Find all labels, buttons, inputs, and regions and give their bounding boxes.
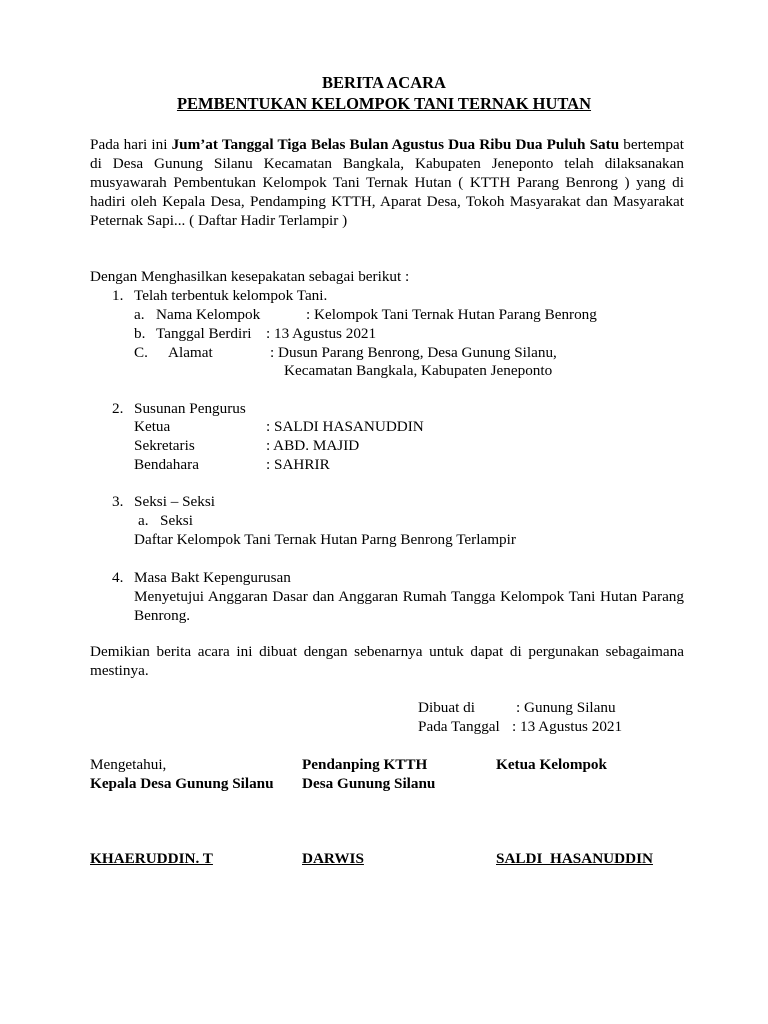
closing-paragraph: Demikian berita acara ini dibuat dengan sebenarnya untuk dapat di pergunakan sebagaimana mestinya. (90, 643, 684, 679)
item1-a-letter: a. (134, 306, 145, 323)
item3-a-text: Seksi (160, 512, 193, 529)
item1-number: 1. (112, 287, 124, 304)
item3-number: 3. (112, 493, 124, 510)
intro-pre: Pada hari ini (90, 136, 172, 153)
item3-note: Daftar Kelompok Tani Ternak Hutan Parng Benrong Terlampir (134, 531, 516, 548)
ketua-value: : SALDI HASANUDDIN (266, 418, 424, 435)
document-title: BERITA ACARA (322, 73, 446, 92)
item2-text: Susunan Pengurus (134, 400, 246, 417)
item1-a-label: Nama Kelompok (156, 306, 261, 323)
item1-b-value: : 13 Agustus 2021 (266, 325, 377, 342)
item1-c-letter: C. (134, 344, 148, 361)
place-value: : Gunung Silanu (516, 699, 616, 716)
item2-number: 2. (112, 400, 124, 417)
sekretaris-value: : ABD. MAJID (266, 437, 360, 454)
item4-text: Masa Bakt Kepengurusan (134, 569, 291, 586)
sign2-top: Pendanping KTTH (302, 756, 428, 773)
sign1-top: Mengetahui, (90, 756, 167, 773)
item1-c-value: : Dusun Parang Benrong, Desa Gunung Silanu, (270, 344, 557, 361)
sekretaris-label: Sekretaris (134, 437, 195, 454)
intro-date: Jum’at Tanggal Tiga Belas Bulan Agustus Dua Ribu Dua Puluh Satu (171, 136, 620, 153)
sign2-name: DARWIS (302, 850, 364, 867)
sign3-top: Ketua Kelompok (496, 756, 607, 773)
sign2-role: Desa Gunung Silanu (302, 775, 436, 792)
place-label: Dibuat di (418, 699, 475, 716)
item1-text: Telah terbentuk kelompok Tani. (134, 287, 328, 304)
sign1-name: KHAERUDDIN. T (90, 850, 213, 867)
item4-number: 4. (112, 569, 124, 586)
sign3-name: SALDI HASANUDDIN (496, 850, 653, 867)
intro-paragraph (90, 135, 684, 230)
item1-b-letter: b. (134, 325, 146, 342)
agreement-intro: Dengan Menghasilkan kesepakatan sebagai berikut : (90, 268, 410, 285)
intro-post: bertempat di Desa Gunung Silanu Kecamatan Bangkala, Kabupaten Jeneponto telah dilaksanakan musyawarah Pembentukan Kelompok Tani Ternak Hutan ( KTTH Parang Benrong ) yang di hadiri oleh Kepala Desa, Pendamping KTTH, Aparat Desa, Tokoh Masyarakat dan Masyarakat Peternak Sapi... ( Daftar Hadir Terlampir ) (90, 136, 684, 229)
item3-a-letter: a. (138, 512, 149, 529)
sign1-role: Kepala Desa Gunung Silanu (90, 775, 274, 792)
date-value: : 13 Agustus 2021 (512, 718, 623, 735)
document-subtitle: PEMBENTUKAN KELOMPOK TANI TERNAK HUTAN (176, 94, 592, 113)
bendahara-value: : SAHRIR (266, 456, 330, 473)
bendahara-label: Bendahara (134, 456, 199, 473)
item1-c-value-line2: Kecamatan Bangkala, Kabupaten Jeneponto (284, 362, 553, 379)
item1-c-label: Alamat (168, 344, 213, 361)
item1-a-value: : Kelompok Tani Ternak Hutan Parang Benrong (306, 306, 597, 323)
date-label: Pada Tanggal (418, 718, 500, 735)
item4-detail: Menyetujui Anggaran Dasar dan Anggaran Rumah Tangga Kelompok Tani Hutan Parang Benrong. (134, 588, 684, 624)
item1-b-label: Tanggal Berdiri (156, 325, 252, 342)
ketua-label: Ketua (134, 418, 171, 435)
item3-text: Seksi – Seksi (134, 493, 216, 510)
